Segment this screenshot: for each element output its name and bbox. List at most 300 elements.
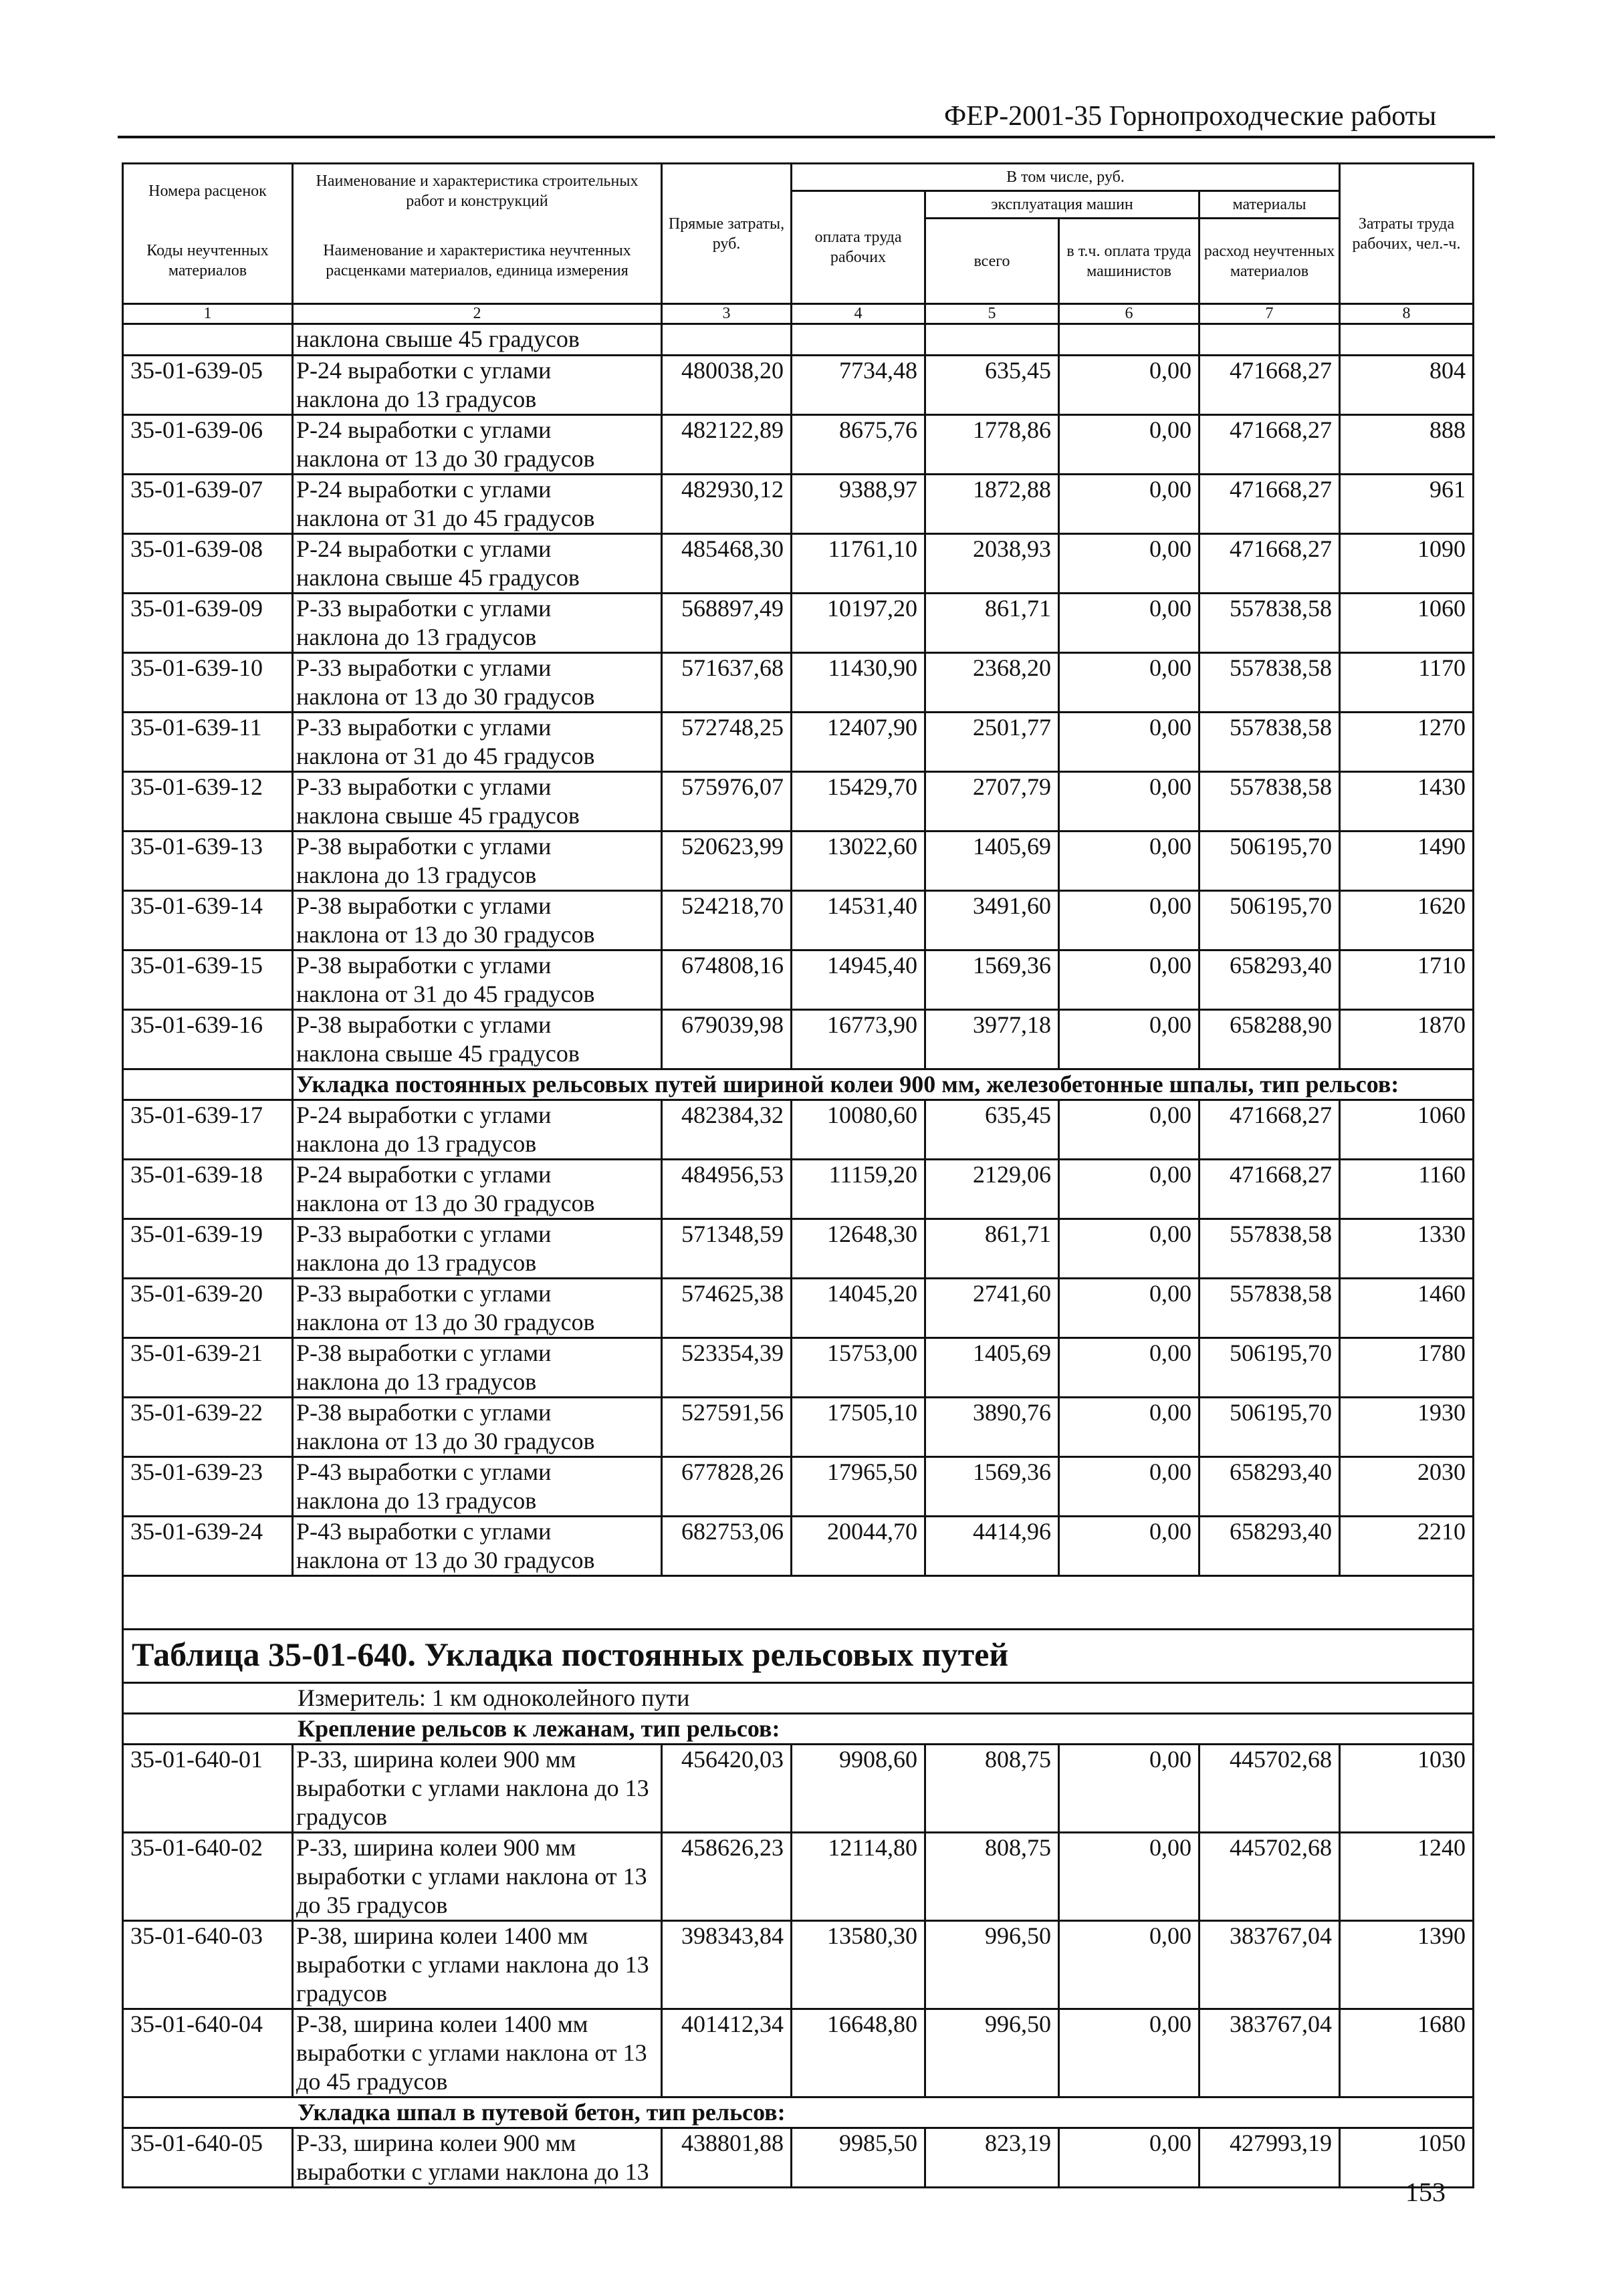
value-labor: 1160 bbox=[1340, 1160, 1474, 1219]
line-text: выработки с углами наклона от 13 bbox=[296, 1863, 647, 1890]
description-cell bbox=[293, 1745, 662, 1833]
value-direct: 484956,53 bbox=[662, 1160, 792, 1219]
table-row bbox=[123, 1100, 1474, 1160]
description-cell bbox=[293, 653, 662, 713]
value-mat: 557838,58 bbox=[1199, 1279, 1340, 1338]
value-direct: 571348,59 bbox=[662, 1219, 792, 1279]
line-text: наклона до 13 градусов bbox=[296, 624, 537, 650]
value-mat: 557838,58 bbox=[1199, 713, 1340, 772]
value-mat: 557838,58 bbox=[1199, 594, 1340, 653]
description-cell bbox=[293, 1338, 662, 1398]
rate-code: 35-01-639-23 bbox=[123, 1457, 293, 1517]
carry-row bbox=[123, 324, 1474, 356]
rate-code: 35-01-639-14 bbox=[123, 891, 293, 950]
line-text: наклона до 13 градусов bbox=[296, 1130, 537, 1157]
table-row bbox=[123, 534, 1474, 594]
value-mach_wage: 0,00 bbox=[1059, 1100, 1199, 1160]
line-text: наклона свыше 45 градусов bbox=[296, 802, 580, 829]
value-mat: 445702,68 bbox=[1199, 1745, 1340, 1833]
value-labor: 1240 bbox=[1340, 1833, 1474, 1921]
value-mach_wage: 0,00 bbox=[1059, 1398, 1199, 1457]
line-text: Р-33, ширина колеи 900 мм bbox=[296, 2130, 576, 2156]
table-row bbox=[123, 356, 1474, 415]
line-text: наклона до 13 градусов bbox=[296, 1487, 537, 1514]
rate-code: 35-01-639-20 bbox=[123, 1279, 293, 1338]
gap-cell bbox=[123, 1576, 1474, 1630]
value-mach_wage: 0,00 bbox=[1059, 891, 1199, 950]
header-machines: эксплуатация машин bbox=[925, 191, 1199, 219]
header-row-1 bbox=[123, 164, 1474, 191]
line-text: наклона от 13 до 30 градусов bbox=[296, 683, 595, 710]
value-mach_wage: 0,00 bbox=[1059, 653, 1199, 713]
value-wage: 15429,70 bbox=[792, 772, 925, 832]
table-row bbox=[123, 1921, 1474, 2009]
table-cell bbox=[662, 324, 792, 356]
table-row bbox=[123, 891, 1474, 950]
value-labor: 1090 bbox=[1340, 534, 1474, 594]
header-col3: Прямые затраты, руб. bbox=[662, 164, 792, 304]
table-row bbox=[123, 1398, 1474, 1457]
value-wage: 13022,60 bbox=[792, 832, 925, 891]
value-wage: 20044,70 bbox=[792, 1517, 925, 1576]
table-row bbox=[123, 713, 1474, 772]
description-cell bbox=[293, 415, 662, 475]
line-text: Р-33 выработки с углами bbox=[296, 773, 552, 800]
value-labor: 1460 bbox=[1340, 1279, 1474, 1338]
value-mat: 471668,27 bbox=[1199, 475, 1340, 534]
value-direct: 485468,30 bbox=[662, 534, 792, 594]
table-row bbox=[123, 1219, 1474, 1279]
line-text: наклона до 13 градусов bbox=[296, 1368, 537, 1395]
header-col5: всего bbox=[925, 219, 1059, 304]
value-mach: 635,45 bbox=[925, 356, 1059, 415]
column-number: 4 bbox=[792, 304, 925, 324]
description-cell bbox=[293, 1010, 662, 1069]
rate-code: 35-01-640-04 bbox=[123, 2009, 293, 2097]
description-cell bbox=[293, 1921, 662, 2009]
table-cell bbox=[1059, 324, 1199, 356]
rate-code: 35-01-639-16 bbox=[123, 1010, 293, 1069]
line-text: Р-33 выработки с углами bbox=[296, 595, 552, 622]
value-labor: 1270 bbox=[1340, 713, 1474, 772]
value-mach: 2368,20 bbox=[925, 653, 1059, 713]
description-cell bbox=[293, 2128, 662, 2188]
line-text: Р-38 выработки с углами bbox=[296, 1340, 552, 1366]
value-labor: 804 bbox=[1340, 356, 1474, 415]
value-direct: 482384,32 bbox=[662, 1100, 792, 1160]
line-text: наклона от 13 до 30 градусов bbox=[296, 445, 595, 472]
header-col4: оплата труда рабочих bbox=[792, 191, 925, 304]
table-row bbox=[123, 1160, 1474, 1219]
value-wage: 10080,60 bbox=[792, 1100, 925, 1160]
line-text: Р-38 выработки с углами bbox=[296, 892, 552, 919]
value-wage: 7734,48 bbox=[792, 356, 925, 415]
line-text: Р-33 выработки с углами bbox=[296, 1280, 552, 1307]
table-gap bbox=[123, 1576, 1474, 1630]
value-labor: 1430 bbox=[1340, 772, 1474, 832]
value-mach_wage: 0,00 bbox=[1059, 415, 1199, 475]
value-mach_wage: 0,00 bbox=[1059, 950, 1199, 1010]
rate-code: 35-01-639-08 bbox=[123, 534, 293, 594]
value-mach: 3977,18 bbox=[925, 1010, 1059, 1069]
value-direct: 679039,98 bbox=[662, 1010, 792, 1069]
rate-code: 35-01-639-11 bbox=[123, 713, 293, 772]
value-mach_wage: 0,00 bbox=[1059, 1338, 1199, 1398]
value-labor: 1710 bbox=[1340, 950, 1474, 1010]
value-wage: 11430,90 bbox=[792, 653, 925, 713]
value-mat: 658293,40 bbox=[1199, 1457, 1340, 1517]
value-labor: 1870 bbox=[1340, 1010, 1474, 1069]
value-labor: 888 bbox=[1340, 415, 1474, 475]
line-text: градусов bbox=[296, 1803, 388, 1830]
header-rule bbox=[118, 136, 1495, 138]
table-row bbox=[123, 594, 1474, 653]
value-wage: 10197,20 bbox=[792, 594, 925, 653]
line-text: наклона от 13 до 30 градусов bbox=[296, 1309, 595, 1335]
value-mach_wage: 0,00 bbox=[1059, 1457, 1199, 1517]
value-direct: 572748,25 bbox=[662, 713, 792, 772]
value-wage: 14531,40 bbox=[792, 891, 925, 950]
column-number-row bbox=[123, 304, 1474, 324]
line-text: Р-38, ширина колеи 1400 мм bbox=[296, 2011, 588, 2037]
value-labor: 1330 bbox=[1340, 1219, 1474, 1279]
line-text: Р-24 выработки с углами bbox=[296, 416, 552, 443]
rate-code: 35-01-639-12 bbox=[123, 772, 293, 832]
table-cell bbox=[792, 324, 925, 356]
rate-code: 35-01-640-03 bbox=[123, 1921, 293, 2009]
value-mach: 2129,06 bbox=[925, 1160, 1059, 1219]
value-direct: 438801,88 bbox=[662, 2128, 792, 2188]
column-number: 2 bbox=[293, 304, 662, 324]
rate-code: 35-01-639-07 bbox=[123, 475, 293, 534]
value-mach: 861,71 bbox=[925, 1219, 1059, 1279]
line-text: Р-38 выработки с углами bbox=[296, 833, 552, 860]
rate-code: 35-01-640-02 bbox=[123, 1833, 293, 1921]
value-mat: 658288,90 bbox=[1199, 1010, 1340, 1069]
value-wage: 15753,00 bbox=[792, 1338, 925, 1398]
rate-code: 35-01-639-10 bbox=[123, 653, 293, 713]
description-cell bbox=[293, 1219, 662, 1279]
header-materials: материалы bbox=[1199, 191, 1340, 219]
description-cell bbox=[293, 1398, 662, 1457]
line-text: Р-43 выработки с углами bbox=[296, 1518, 552, 1545]
value-direct: 520623,99 bbox=[662, 832, 792, 891]
table-row bbox=[123, 415, 1474, 475]
value-wage: 14945,40 bbox=[792, 950, 925, 1010]
value-labor: 1050 bbox=[1340, 2128, 1474, 2188]
description-cell bbox=[293, 1279, 662, 1338]
rate-code: 35-01-639-09 bbox=[123, 594, 293, 653]
value-labor: 1170 bbox=[1340, 653, 1474, 713]
line-text: наклона от 31 до 45 градусов bbox=[296, 743, 595, 769]
page-number: 153 bbox=[1405, 2177, 1446, 2207]
value-mach_wage: 0,00 bbox=[1059, 2128, 1199, 2188]
value-direct: 682753,06 bbox=[662, 1517, 792, 1576]
line-text: выработки с углами наклона до 13 bbox=[296, 2158, 649, 2185]
line-text: Р-38 выработки с углами bbox=[296, 952, 552, 979]
value-labor: 2210 bbox=[1340, 1517, 1474, 1576]
value-wage: 12407,90 bbox=[792, 713, 925, 772]
line-text: Р-24 выработки с углами bbox=[296, 476, 552, 503]
table-cell bbox=[1199, 324, 1340, 356]
value-labor: 1680 bbox=[1340, 2009, 1474, 2097]
value-mach: 1569,36 bbox=[925, 1457, 1059, 1517]
header-col1-top: Номера расценок bbox=[123, 164, 293, 219]
value-mach: 1569,36 bbox=[925, 950, 1059, 1010]
value-direct: 575976,07 bbox=[662, 772, 792, 832]
value-direct: 677828,26 bbox=[662, 1457, 792, 1517]
line-text: Р-33, ширина колеи 900 мм bbox=[296, 1746, 576, 1773]
description-cell bbox=[293, 772, 662, 832]
value-mach: 2707,79 bbox=[925, 772, 1059, 832]
value-direct: 398343,84 bbox=[662, 1921, 792, 2009]
value-wage: 9985,50 bbox=[792, 2128, 925, 2188]
description-cell bbox=[293, 832, 662, 891]
line-text: наклона до 13 градусов bbox=[296, 386, 537, 412]
description-cell bbox=[293, 594, 662, 653]
line-text: Р-38 выработки с углами bbox=[296, 1011, 552, 1038]
description-cell bbox=[293, 1457, 662, 1517]
rates-table bbox=[122, 162, 1474, 2188]
value-mach: 808,75 bbox=[925, 1745, 1059, 1833]
value-labor: 1620 bbox=[1340, 891, 1474, 950]
value-mach_wage: 0,00 bbox=[1059, 1219, 1199, 1279]
value-labor: 1390 bbox=[1340, 1921, 1474, 2009]
measure-text: Измеритель: 1 км одноколейного пути bbox=[123, 1683, 1474, 1714]
table-cell bbox=[123, 1069, 293, 1100]
value-labor: 1930 bbox=[1340, 1398, 1474, 1457]
value-mach_wage: 0,00 bbox=[1059, 1010, 1199, 1069]
rate-code: 35-01-639-13 bbox=[123, 832, 293, 891]
running-header: ФЕР-2001-35 Горнопроходческие работы bbox=[944, 101, 1437, 132]
value-mat: 471668,27 bbox=[1199, 415, 1340, 475]
value-mach: 861,71 bbox=[925, 594, 1059, 653]
description-cell bbox=[293, 475, 662, 534]
value-direct: 527591,56 bbox=[662, 1398, 792, 1457]
value-wage: 9388,97 bbox=[792, 475, 925, 534]
value-mat: 427993,19 bbox=[1199, 2128, 1340, 2188]
value-mat: 506195,70 bbox=[1199, 832, 1340, 891]
table-row bbox=[123, 1745, 1474, 1833]
table-row bbox=[123, 2128, 1474, 2188]
line-text: градусов bbox=[296, 1980, 388, 2007]
value-mat: 471668,27 bbox=[1199, 356, 1340, 415]
value-mach: 996,50 bbox=[925, 2009, 1059, 2097]
value-mat: 506195,70 bbox=[1199, 891, 1340, 950]
value-labor: 1060 bbox=[1340, 594, 1474, 653]
description-cell bbox=[293, 2009, 662, 2097]
value-mach_wage: 0,00 bbox=[1059, 475, 1199, 534]
value-wage: 17965,50 bbox=[792, 1457, 925, 1517]
column-number: 7 bbox=[1199, 304, 1340, 324]
header-col2-bottom: Наименование и характеристика неучтенных расценками материалов, единица измерения bbox=[293, 219, 662, 304]
value-direct: 401412,34 bbox=[662, 2009, 792, 2097]
header-col6: в т.ч. оплата труда машинистов bbox=[1059, 219, 1199, 304]
value-mach_wage: 0,00 bbox=[1059, 1745, 1199, 1833]
value-mach: 635,45 bbox=[925, 1100, 1059, 1160]
section-row bbox=[123, 1069, 1474, 1100]
column-number: 6 bbox=[1059, 304, 1199, 324]
value-wage: 11159,20 bbox=[792, 1160, 925, 1219]
value-mach: 4414,96 bbox=[925, 1517, 1059, 1576]
value-mach: 2501,77 bbox=[925, 713, 1059, 772]
line-text: Р-33 выработки с углами bbox=[296, 654, 552, 681]
description-cell bbox=[293, 1517, 662, 1576]
value-wage: 11761,10 bbox=[792, 534, 925, 594]
value-mach: 996,50 bbox=[925, 1921, 1059, 2009]
table-row bbox=[123, 832, 1474, 891]
value-mat: 506195,70 bbox=[1199, 1338, 1340, 1398]
table-cell bbox=[1340, 324, 1474, 356]
value-labor: 1030 bbox=[1340, 1745, 1474, 1833]
line-text: выработки с углами наклона до 13 bbox=[296, 1775, 649, 1801]
line-text: наклона до 13 градусов bbox=[296, 1249, 537, 1276]
rate-code: 35-01-639-15 bbox=[123, 950, 293, 1010]
table-row bbox=[123, 1833, 1474, 1921]
description-cell bbox=[293, 713, 662, 772]
column-number: 3 bbox=[662, 304, 792, 324]
value-mach_wage: 0,00 bbox=[1059, 534, 1199, 594]
line-text: до 45 градусов bbox=[296, 2068, 448, 2095]
value-mat: 557838,58 bbox=[1199, 653, 1340, 713]
table-row bbox=[123, 2009, 1474, 2097]
description-cell bbox=[293, 891, 662, 950]
value-direct: 571637,68 bbox=[662, 653, 792, 713]
rate-code: 35-01-639-21 bbox=[123, 1338, 293, 1398]
value-wage: 16648,80 bbox=[792, 2009, 925, 2097]
value-mach_wage: 0,00 bbox=[1059, 832, 1199, 891]
column-number: 8 bbox=[1340, 304, 1474, 324]
section-row bbox=[123, 1714, 1474, 1745]
value-mat: 471668,27 bbox=[1199, 1160, 1340, 1219]
value-mach_wage: 0,00 bbox=[1059, 1921, 1199, 2009]
line-text: наклона свыше 45 градусов bbox=[296, 564, 580, 591]
rate-code: 35-01-640-05 bbox=[123, 2128, 293, 2188]
description-cell bbox=[293, 356, 662, 415]
value-labor: 1780 bbox=[1340, 1338, 1474, 1398]
value-direct: 568897,49 bbox=[662, 594, 792, 653]
value-mach_wage: 0,00 bbox=[1059, 2009, 1199, 2097]
header-col7: расход неучтенных материалов bbox=[1199, 219, 1340, 304]
value-mach: 2741,60 bbox=[925, 1279, 1059, 1338]
value-direct: 674808,16 bbox=[662, 950, 792, 1010]
column-number: 5 bbox=[925, 304, 1059, 324]
table-row bbox=[123, 1338, 1474, 1398]
value-wage: 12648,30 bbox=[792, 1219, 925, 1279]
rate-code: 35-01-639-05 bbox=[123, 356, 293, 415]
value-direct: 574625,38 bbox=[662, 1279, 792, 1338]
line-text: Р-38 выработки с углами bbox=[296, 1399, 552, 1426]
description-cell bbox=[293, 534, 662, 594]
value-labor: 1060 bbox=[1340, 1100, 1474, 1160]
column-number: 1 bbox=[123, 304, 293, 324]
line-text: Р-38, ширина колеи 1400 мм bbox=[296, 1922, 588, 1949]
description-cell bbox=[293, 1100, 662, 1160]
table-row bbox=[123, 1279, 1474, 1338]
value-direct: 523354,39 bbox=[662, 1338, 792, 1398]
description-cell bbox=[293, 950, 662, 1010]
header-col2-top: Наименование и характеристика строительных работ и конструкций bbox=[293, 164, 662, 219]
value-mach_wage: 0,00 bbox=[1059, 772, 1199, 832]
line-text: Р-24 выработки с углами bbox=[296, 1102, 552, 1128]
line-text: выработки с углами наклона от 13 bbox=[296, 2039, 647, 2066]
rate-code: 35-01-639-17 bbox=[123, 1100, 293, 1160]
header-group: В том числе, руб. bbox=[792, 164, 1340, 191]
description-cell bbox=[293, 1160, 662, 1219]
rate-code: 35-01-639-18 bbox=[123, 1160, 293, 1219]
section-heading: Крепление рельсов к лежанам, тип рельсов: bbox=[123, 1714, 1474, 1745]
value-mach: 1405,69 bbox=[925, 1338, 1059, 1398]
value-wage: 8675,76 bbox=[792, 415, 925, 475]
line-text: выработки с углами наклона до 13 bbox=[296, 1951, 649, 1978]
value-mach_wage: 0,00 bbox=[1059, 713, 1199, 772]
value-mach: 1778,86 bbox=[925, 415, 1059, 475]
line-text: наклона от 13 до 30 градусов bbox=[296, 1547, 595, 1573]
table-row bbox=[123, 1457, 1474, 1517]
table-row bbox=[123, 475, 1474, 534]
value-mach: 3890,76 bbox=[925, 1398, 1059, 1457]
value-mat: 506195,70 bbox=[1199, 1398, 1340, 1457]
section-heading: Укладка шпал в путевой бетон, тип рельсов: bbox=[123, 2097, 1474, 2128]
table-row bbox=[123, 1517, 1474, 1576]
line-text: наклона до 13 градусов bbox=[296, 862, 537, 888]
value-mat: 557838,58 bbox=[1199, 772, 1340, 832]
value-labor: 2030 bbox=[1340, 1457, 1474, 1517]
section-heading: Укладка постоянных рельсовых путей шириной колеи 900 мм, железобетонные шпалы, тип рельсов: bbox=[293, 1069, 1474, 1100]
table-title: Таблица 35-01-640. Укладка постоянных рельсовых путей bbox=[123, 1630, 1474, 1683]
value-mach: 808,75 bbox=[925, 1833, 1059, 1921]
table-row bbox=[123, 772, 1474, 832]
line-text: наклона от 13 до 30 градусов bbox=[296, 921, 595, 948]
rate-code: 35-01-640-01 bbox=[123, 1745, 293, 1833]
value-mat: 445702,68 bbox=[1199, 1833, 1340, 1921]
line-text: до 35 градусов bbox=[296, 1892, 448, 1918]
value-direct: 480038,20 bbox=[662, 356, 792, 415]
line-text: Р-24 выработки с углами bbox=[296, 357, 552, 384]
line-text: Р-33, ширина колеи 900 мм bbox=[296, 1834, 576, 1861]
header-col1-bottom: Коды неучтенных материалов bbox=[123, 219, 293, 304]
line-text: наклона от 31 до 45 градусов bbox=[296, 981, 595, 1007]
line-text: наклона свыше 45 градусов bbox=[296, 1040, 580, 1067]
value-wage: 14045,20 bbox=[792, 1279, 925, 1338]
value-mach_wage: 0,00 bbox=[1059, 356, 1199, 415]
description-cell: наклона свыше 45 градусов bbox=[293, 324, 662, 356]
value-mach_wage: 0,00 bbox=[1059, 1833, 1199, 1921]
value-mat: 658293,40 bbox=[1199, 1517, 1340, 1576]
value-mach: 823,19 bbox=[925, 2128, 1059, 2188]
rate-code: 35-01-639-24 bbox=[123, 1517, 293, 1576]
line-text: наклона от 13 до 30 градусов bbox=[296, 1190, 595, 1217]
rate-code: 35-01-639-06 bbox=[123, 415, 293, 475]
measure-row bbox=[123, 1683, 1474, 1714]
value-labor: 961 bbox=[1340, 475, 1474, 534]
value-mat: 557838,58 bbox=[1199, 1219, 1340, 1279]
value-mach: 2038,93 bbox=[925, 534, 1059, 594]
section-row bbox=[123, 2097, 1474, 2128]
header-col8: Затраты труда рабочих, чел.-ч. bbox=[1340, 164, 1474, 304]
value-wage: 9908,60 bbox=[792, 1745, 925, 1833]
line-text: Р-33 выработки с углами bbox=[296, 1221, 552, 1247]
value-mach: 1872,88 bbox=[925, 475, 1059, 534]
value-wage: 17505,10 bbox=[792, 1398, 925, 1457]
value-direct: 524218,70 bbox=[662, 891, 792, 950]
value-mach_wage: 0,00 bbox=[1059, 1279, 1199, 1338]
value-direct: 482930,12 bbox=[662, 475, 792, 534]
line-text: Р-24 выработки с углами bbox=[296, 535, 552, 562]
table-row bbox=[123, 950, 1474, 1010]
description-cell bbox=[293, 1833, 662, 1921]
line-text: Р-33 выработки с углами bbox=[296, 714, 552, 741]
